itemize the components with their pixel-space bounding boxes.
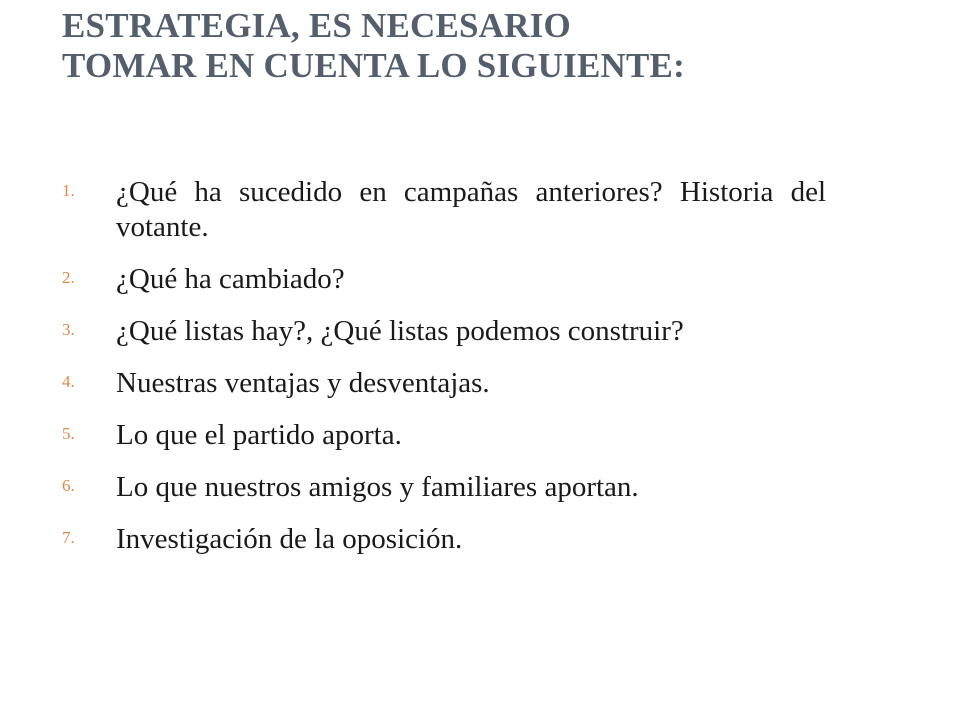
list-item-number: 6.	[62, 476, 75, 495]
list-item	[62, 415, 826, 453]
list-item	[62, 259, 826, 297]
numbered-list	[62, 172, 826, 571]
list-item	[62, 363, 826, 401]
list-item	[62, 519, 826, 557]
list-item-text: Nuestras ventajas y desventajas.	[116, 367, 490, 399]
list-item	[62, 172, 826, 245]
slide-title-line-2: TOMAR EN CUENTA LO SIGUIENTE:	[62, 46, 685, 85]
list-item-number: 5.	[62, 424, 75, 443]
list-item-number: 1.	[62, 181, 75, 200]
list-item-number: 3.	[62, 320, 75, 339]
list-item-number: 2.	[62, 268, 75, 287]
list-item	[62, 311, 826, 349]
list-item-text: ¿Qué ha cambiado?	[116, 263, 345, 295]
list-item-number: 4.	[62, 372, 75, 391]
list-item-text: Lo que nuestros amigos y familiares aportan.	[116, 471, 639, 503]
list-item-number: 7.	[62, 528, 75, 547]
slide-title-line-1: ESTRATEGIA, ES NECESARIO	[62, 6, 571, 45]
list-item-text: Investigación de la oposición.	[116, 523, 463, 555]
slide-title	[62, 6, 922, 86]
list-item-text: Lo que el partido aporta.	[116, 419, 402, 451]
list-item	[62, 467, 826, 505]
list-item-text: ¿Qué listas hay?, ¿Qué listas podemos construir?	[116, 315, 684, 347]
list-item-text: ¿Qué ha sucedido en campañas anteriores? Historia del votante.	[116, 176, 826, 243]
